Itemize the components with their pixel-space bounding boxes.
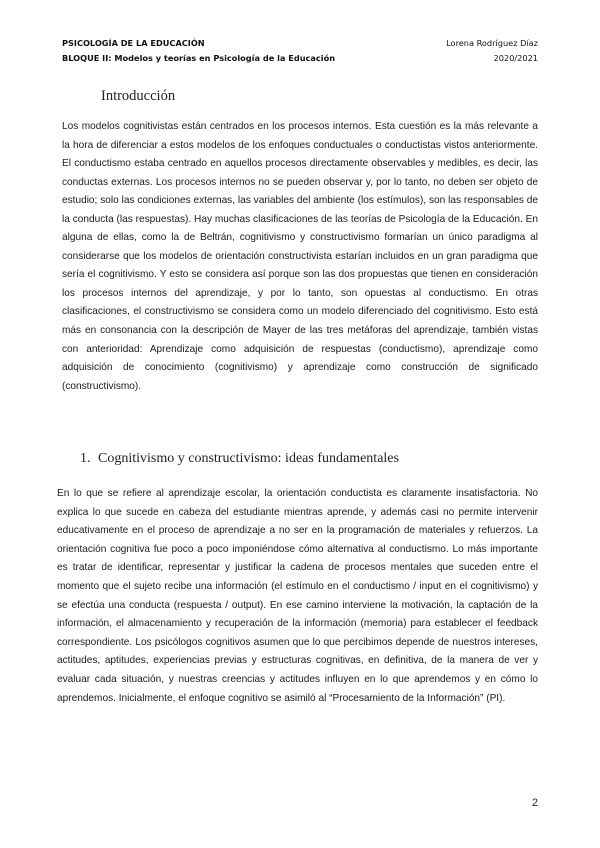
section-number: 1. — [80, 451, 91, 466]
section-paragraph: En lo que se refiere al aprendizaje escolar, la orientación conductista es claramente insatisfactoria. No explica lo que sucede en cabeza del estudiante mientras aprende, y además casi no permite intervenir educativamente en el proceso de aprendizaje a no ser en la programación de materiales y refuerzos. La orientación cognitiva fue poco a poco imponiéndose cómo alternativa al conductismo. Lo más importante es tratar de identificar, representar y justificar la cadena de procesos mentales que suceden entre el momento que el sujeto recibe una información (el estímulo en el conductismo / input en el cognitivismo) y se efectúa una conducta (respuesta / output). En ese camino interviene la motivación, la captación de la información, el almacenamiento y recuperación de la información (memoria) para establecer el feedback correspondiente. Los psicólogos cognitivos asumen que lo que percibimos depende de nuestros intereses, actitudes, aptitudes, experiencias previas y estructuras cognitivas, en definitiva, de la manera de ver y evaluar cada situación, y nuestras creencias y actitudes influyen en lo que aprendemos y en cómo lo aprendemos. Inicialmente, el enfoque cognitivo se asimiló al “Procesamiento de la Información” (PI). — [57, 488, 538, 704]
academic-year: 2020/2021 — [493, 53, 538, 63]
intro-body — [62, 118, 538, 396]
section-heading — [80, 451, 399, 467]
intro-paragraph: Los modelos cognitivistas están centrados en los procesos internos. Esta cuestión es la más relevante a la hora de diferenciar a estos modelos de los enfoques conductuales o conductistas vistos anteriormente. El conductismo estaba centrado en aquellos procesos directamente observables y medibles, es decir, las conductas externas. Los procesos internos no se pueden observar y, por lo tanto, no deben ser objeto de estudio; solo las condiciones externas, las variables del ambiente (los estímulos), son las responsables de la conducta (las respuestas). Hay muchas clasificaciones de las teorías de Psicología de la Educación. En alguna de ellas, como la de Beltrán, cognitivismo y constructivismo formarían un único paradigma al considerarse que los modelos de orientación constructivista estarían incluidos en un gran paradigma que sería el cognitivismo. Y esto se considera así porque son las dos propuestas que tienen en consideración los procesos internos del aprendizaje, y por lo tanto, son opuestas al conductismo. En otras clasificaciones, el constructivismo se considera como un modelo diferenciado del cognitivismo. Esto está más en consonancia con la descripción de Mayer de las tres metáforas del aprendizaje, también vistas con anterioridad: Aprendizaje como adquisición de respuestas (conductismo), aprendizaje como adquisición de conocimiento (cognitivismo) y aprendizaje como construcción de significado (constructivismo). — [62, 121, 538, 392]
page-header — [62, 36, 538, 66]
block-title: BLOQUE II: Modelos y teorías en Psicología de la Educación — [62, 53, 336, 63]
section-title: Cognitivismo y constructivismo: ideas fundamentales — [98, 451, 399, 466]
course-title: PSICOLOGÍA DE LA EDUCACIÓN — [62, 38, 205, 48]
section-body — [57, 485, 538, 708]
author-name: Lorena Rodríguez Díaz — [446, 38, 538, 48]
page-number: 2 — [531, 797, 538, 809]
intro-heading: Introducción — [101, 88, 176, 104]
